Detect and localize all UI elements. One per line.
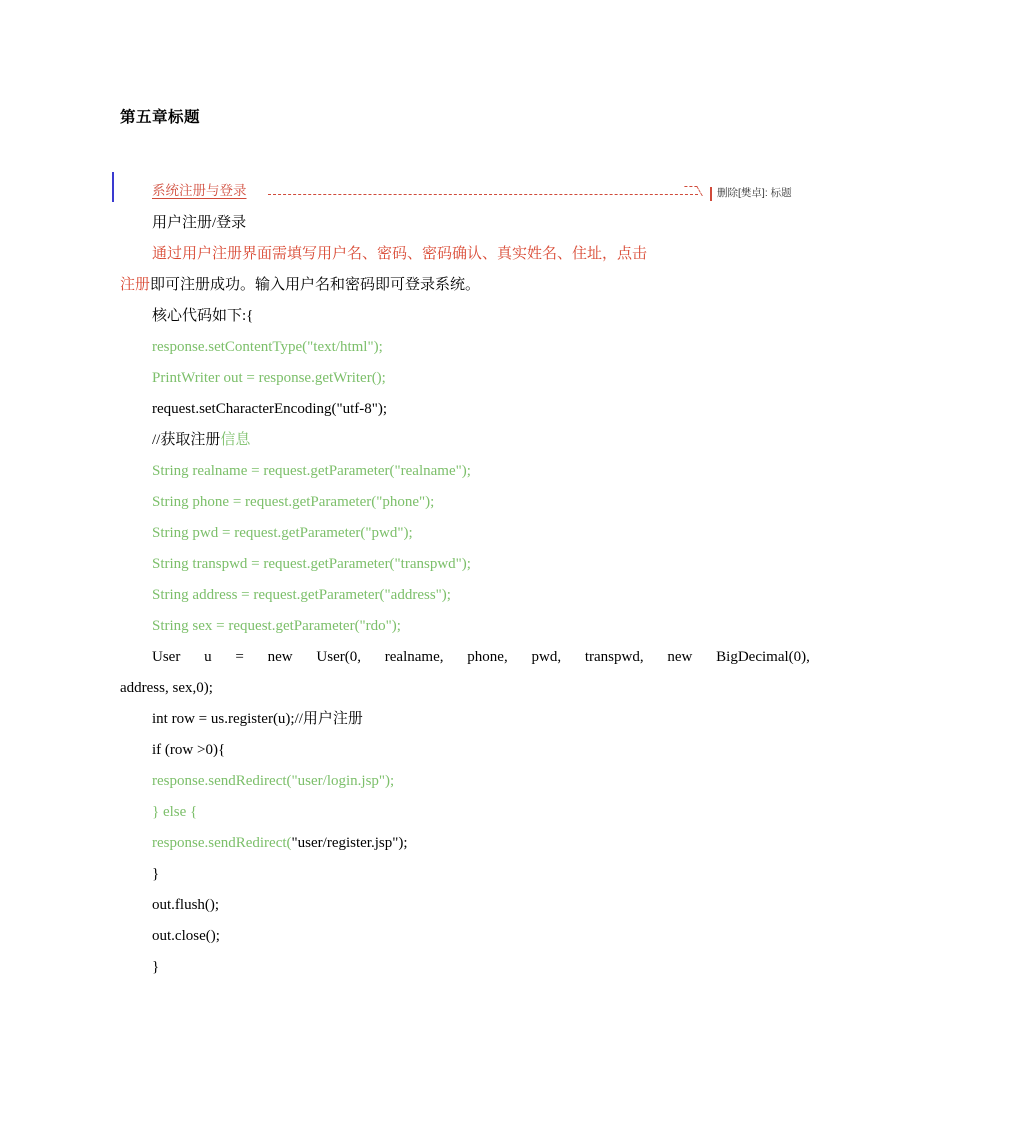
code-line bbox=[120, 425, 810, 456]
code-line: response.setContentType("text/html"); bbox=[152, 339, 383, 355]
code-token: response.sendRedirect( bbox=[152, 835, 292, 851]
code-line: } bbox=[152, 959, 160, 975]
change-bar bbox=[112, 172, 114, 202]
code-line-justified-row bbox=[120, 642, 810, 673]
code-comment-text: //获取注册 bbox=[152, 432, 221, 448]
code-line: } else { bbox=[152, 804, 198, 820]
page-title: 第五章标题 bbox=[120, 109, 201, 126]
code-token: new bbox=[267, 649, 293, 665]
code-line: String realname = request.getParameter("realname"); bbox=[152, 463, 471, 479]
code-line: String pwd = request.getParameter("pwd"); bbox=[152, 525, 413, 541]
intro-line-2-red: 注册 bbox=[120, 277, 151, 293]
subheading: 用户注册/登录 bbox=[152, 215, 247, 231]
code-line: String address = request.getParameter("address"); bbox=[152, 587, 451, 603]
code-token: transpwd, bbox=[584, 649, 644, 665]
code-line: response.sendRedirect("user/login.jsp"); bbox=[152, 773, 395, 789]
code-line: String phone = request.getParameter("phone"); bbox=[152, 494, 435, 510]
code-line: PrintWriter out = response.getWriter(); bbox=[152, 370, 386, 386]
code-line: out.flush(); bbox=[152, 897, 220, 913]
intro-line-2 bbox=[120, 270, 810, 301]
code-line: address, sex,0); bbox=[120, 680, 213, 696]
comment-leader-line bbox=[268, 194, 700, 204]
code-comment-tail: 信息 bbox=[220, 432, 251, 448]
code-line: } bbox=[152, 866, 160, 882]
code-token: u bbox=[204, 649, 212, 665]
code-token: realname, bbox=[384, 649, 444, 665]
code-token: "user/register.jsp"); bbox=[291, 835, 408, 851]
code-line: int row = us.register(u);//用户注册 bbox=[152, 711, 363, 727]
code-token: BigDecimal(0), bbox=[716, 649, 810, 665]
code-token: User bbox=[152, 649, 181, 665]
code-line-justified bbox=[120, 642, 810, 704]
comment-bar bbox=[710, 187, 712, 201]
code-line bbox=[120, 828, 810, 859]
code-token: = bbox=[235, 649, 244, 665]
section-heading: 系统注册与登录 bbox=[152, 183, 247, 198]
code-line: String transpwd = request.getParameter("transpwd"); bbox=[152, 556, 471, 572]
code-token: phone, bbox=[467, 649, 508, 665]
intro-line-1: 通过用户注册界面需填写用户名、密码、密码确认、真实姓名、住址，点击 bbox=[152, 246, 648, 262]
code-line: if (row >0){ bbox=[152, 742, 226, 758]
code-token: pwd, bbox=[531, 649, 562, 665]
comment-text: 删除[樊卓]: 标题 bbox=[717, 187, 792, 199]
code-intro: 核心代码如下:{ bbox=[152, 308, 254, 324]
code-line: String sex = request.getParameter("rdo"); bbox=[152, 618, 401, 634]
comment-balloon[interactable] bbox=[710, 186, 792, 201]
code-line: out.close(); bbox=[152, 928, 220, 944]
intro-line-2-rest: 即可注册成功。输入用户名和密码即可登录系统。 bbox=[150, 277, 481, 293]
document-body bbox=[120, 208, 810, 983]
code-token: new bbox=[667, 649, 693, 665]
code-token: User(0, bbox=[316, 649, 361, 665]
code-line: request.setCharacterEncoding("utf-8"); bbox=[152, 401, 388, 417]
